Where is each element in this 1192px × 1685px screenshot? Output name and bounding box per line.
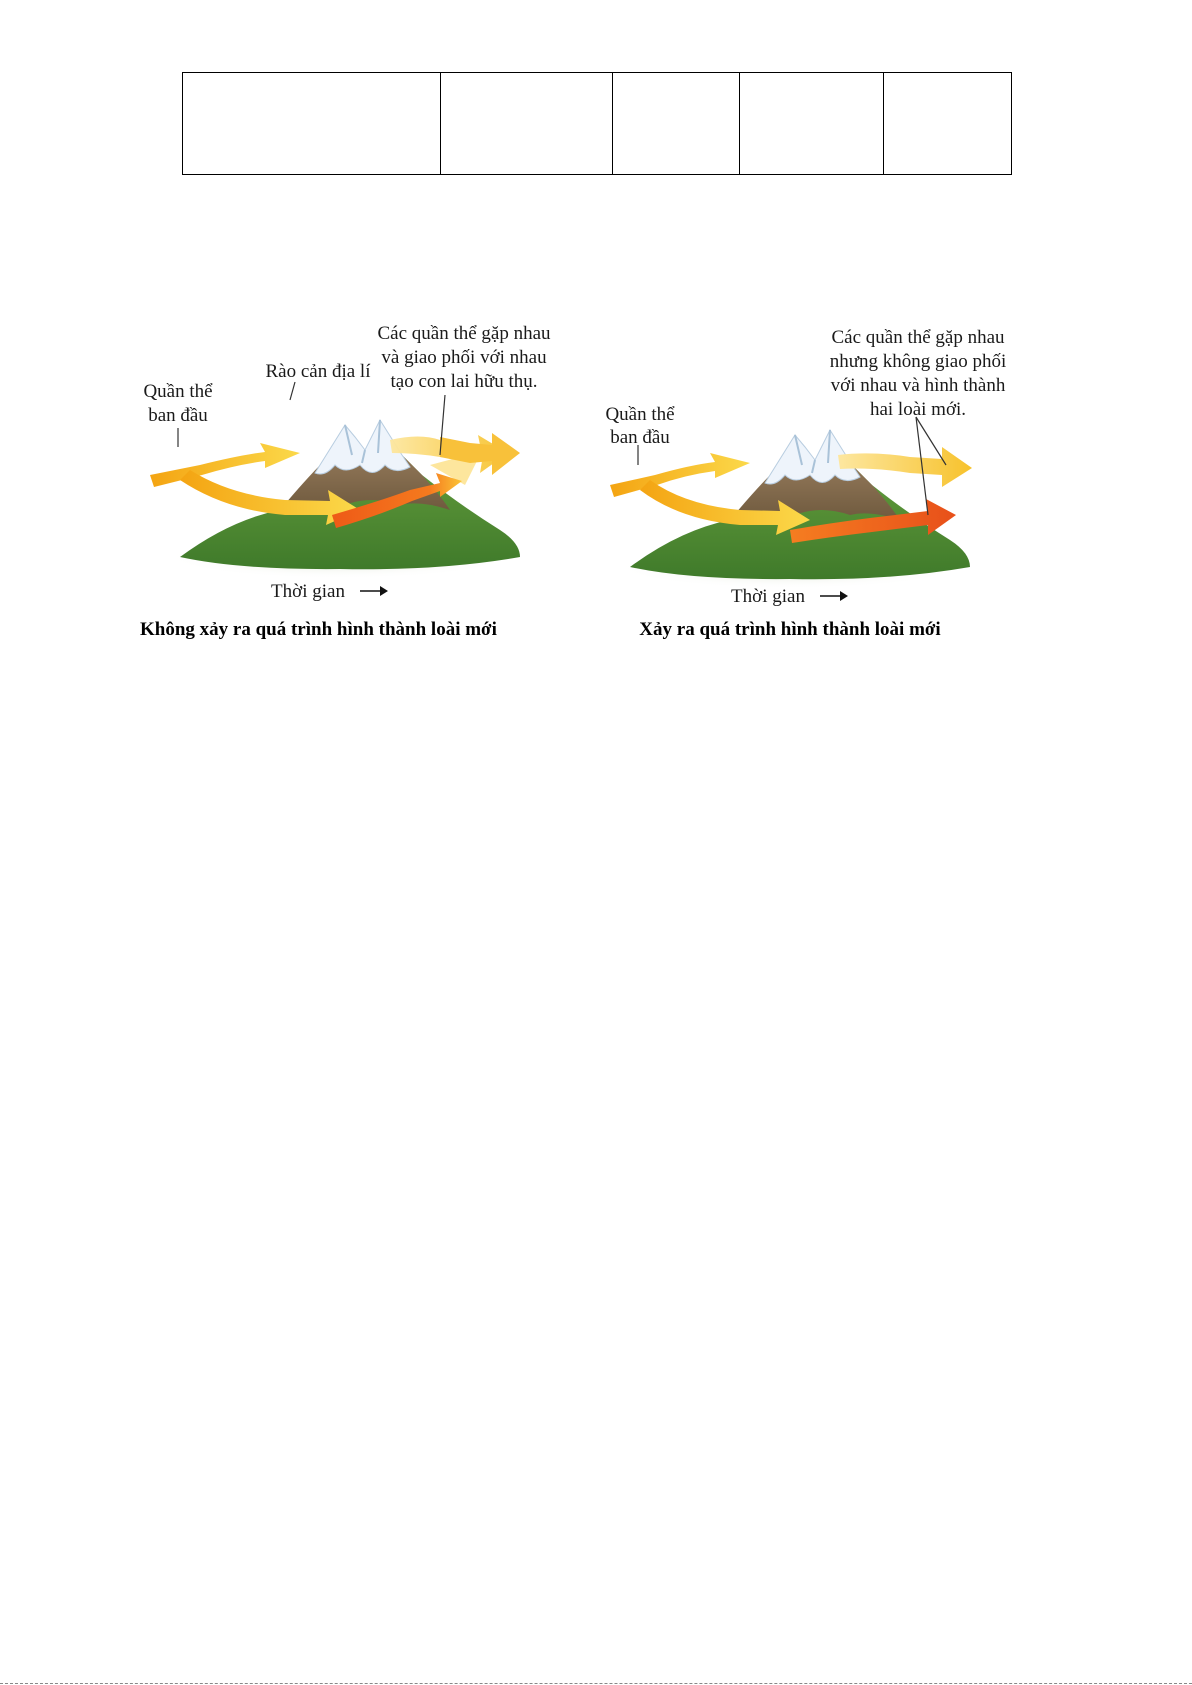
outcome-label: nhưng không giao phối [829,351,1007,372]
outcome-label: và giao phối với nhau [381,347,547,368]
speciation-figure [140,325,1045,650]
left-panel [140,325,551,640]
table-cell [613,73,740,175]
right-panel [605,327,1006,640]
right-caption: Xảy ra quá trình hình thành loài mới [639,619,941,640]
barrier-pointer [290,382,295,400]
table-row [183,73,1012,175]
table-cell [183,73,441,175]
outcome-label: với nhau và hình thành [830,375,1006,396]
initial-population-arrow [610,453,750,497]
initial-population-label: Quần thể [605,404,675,425]
initial-population-label: ban đầu [148,405,208,426]
initial-population-arrow [150,443,300,487]
outcome-label: Các quần thể gặp nhau [377,325,551,344]
time-arrow [820,591,848,601]
time-label: Thời gian [271,581,345,602]
barrier-label: Rào cản địa lí [265,361,371,382]
table-cell [441,73,613,175]
outcome-label: hai loài mới. [869,399,967,420]
initial-population-label: Quần thể [143,381,213,402]
left-caption: Không xảy ra quá trình hình thành loài mới [140,619,497,640]
empty-table [182,72,1012,175]
outcome-label: tạo con lai hữu thụ. [390,371,538,392]
time-arrow [360,586,388,596]
speciation-illustration [140,325,1045,650]
outcome-label: Các quần thể gặp nhau [831,327,1005,348]
time-label: Thời gian [731,586,805,607]
table-cell [740,73,884,175]
initial-population-label: ban đầu [610,427,670,448]
table-cell [884,73,1012,175]
